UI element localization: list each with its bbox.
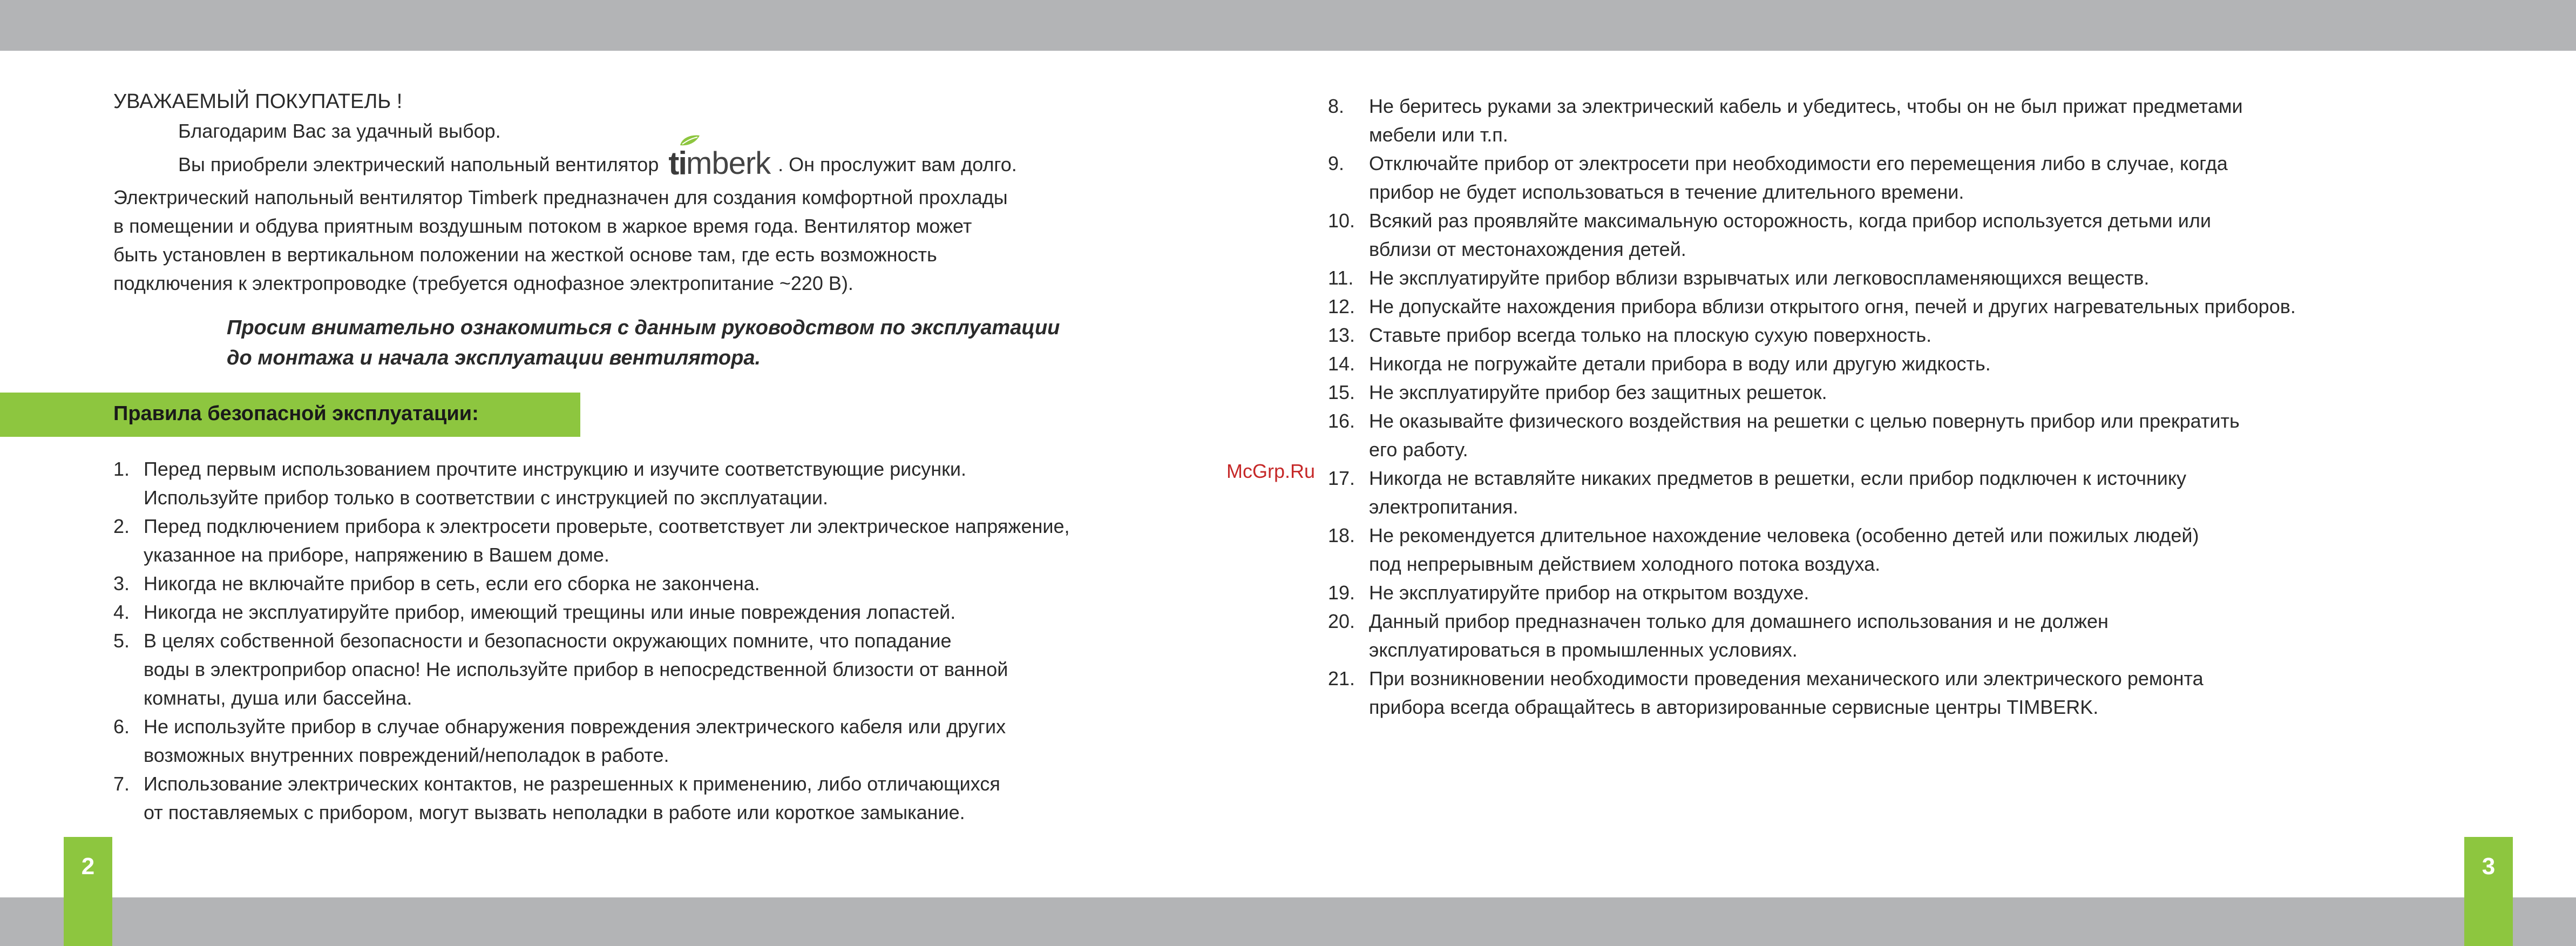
- rules-list-left: [113, 455, 1290, 827]
- rule-text-line: Никогда не вставляйте никаких предметов в решетки, если прибор подключен к источнику: [1369, 467, 2187, 489]
- rule-text: [1369, 464, 2559, 521]
- rule-item: [1328, 349, 2559, 378]
- rule-text-line: Никогда не включайте прибор в сеть, если его сборка не закончена.: [144, 572, 760, 594]
- rule-text-line: Не рекомендуется длительное нахождение человека (особенно детей или пожилых людей): [1369, 524, 2199, 546]
- rules-list-right: [1328, 92, 2559, 721]
- rule-text-line: под непрерывным действием холодного потока воздуха.: [1369, 553, 1881, 575]
- safety-rules-title: Правила безопасной эксплуатации:: [113, 402, 479, 425]
- rule-text-line: Использование электрических контактов, не разрешенных к применению, либо отличающихся: [144, 773, 1000, 795]
- intro-line: подключения к электропроводке (требуется однофазное электропитание ~220 В).: [113, 272, 853, 294]
- rule-text-line: Не беритесь руками за электрический кабель и убедитесь, чтобы он не был прижат предметами: [1369, 95, 2243, 117]
- rule-number: 18.: [1328, 524, 1355, 546]
- rule-text: [1369, 92, 2559, 149]
- rule-text: [1369, 292, 2559, 321]
- rule-item: [113, 512, 1290, 569]
- rule-text: [1369, 206, 2559, 263]
- rule-item: [1328, 607, 2559, 664]
- rule-text: [1369, 607, 2559, 664]
- rule-text-line: Используйте прибор только в соответствии с инструкцией по эксплуатации.: [144, 486, 828, 509]
- rule-text-line: Перед первым использованием прочтите инструкцию и изучите соответствующие рисунки.: [144, 458, 966, 480]
- rule-text-line: мебели или т.п.: [1369, 124, 1508, 146]
- rule-text: [1369, 407, 2559, 464]
- page-number-left: 2: [64, 837, 112, 946]
- rule-text: [144, 569, 1290, 598]
- rule-number: 8.: [1328, 95, 1345, 117]
- intro-heading: УВАЖАЕМЫЙ ПОКУПАТЕЛЬ !: [113, 90, 403, 113]
- rule-number: 13.: [1328, 324, 1355, 346]
- rule-text-line: указанное на приборе, напряжению в Вашем доме.: [144, 544, 609, 566]
- bought-after: . Он прослужит вам долго.: [778, 153, 1017, 175]
- rule-number: 21.: [1328, 667, 1355, 690]
- intro-line: быть установлен в вертикальном положении на жесткой основе там, где есть возможность: [113, 244, 937, 266]
- rule-text: [1369, 664, 2559, 721]
- rule-text: [1369, 263, 2559, 292]
- rule-text-line: Не эксплуатируйте прибор без защитных решеток.: [1369, 381, 1827, 403]
- rule-item: [1328, 263, 2559, 292]
- manual-note-line: Просим внимательно ознакомиться с данным руководством по эксплуатации: [227, 316, 1060, 339]
- rule-text-line: Не оказывайте физического воздействия на решетки с целью повернуть прибор или прекратить: [1369, 410, 2240, 432]
- timberk-logo: [668, 142, 770, 180]
- rule-text-line: эксплуатироваться в промышленных условиях.: [1369, 639, 1798, 661]
- rule-number: 7.: [113, 773, 130, 795]
- manual-note-line: до монтажа и начала эксплуатации вентилятора.: [227, 347, 761, 369]
- rule-text: [1369, 578, 2559, 607]
- leaf-icon: [678, 133, 702, 147]
- rule-text-line: Не допускайте нахождения прибора вблизи открытого огня, печей и других нагревательных приборов.: [1369, 295, 2296, 317]
- bottom-gray-band: [0, 897, 2576, 946]
- rule-text-line: Данный прибор предназначен только для домашнего использования и не должен: [1369, 610, 2109, 632]
- top-gray-band: [0, 0, 2576, 51]
- intro-line: Электрический напольный вентилятор Timberk предназначен для создания комфортной прохлады: [113, 186, 1008, 208]
- rule-text-line: Не используйте прибор в случае обнаружения повреждения электрического кабеля или других: [144, 715, 1006, 738]
- rule-item: [113, 455, 1290, 512]
- rule-text-line: прибор не будет использоваться в течение длительного времени.: [1369, 181, 1964, 203]
- intro-line: в помещении и обдува приятным воздушным потоком в жаркое время года. Вентилятор может: [113, 215, 972, 237]
- rule-text-line: от поставляемых с прибором, могут вызвать неполадки в работе или короткое замыкание.: [144, 801, 965, 823]
- rule-item: [1328, 407, 2559, 464]
- rule-item: [1328, 292, 2559, 321]
- rule-number: 10.: [1328, 210, 1355, 232]
- rule-item: [113, 626, 1290, 712]
- rule-item: [1328, 521, 2559, 578]
- rule-number: 19.: [1328, 582, 1355, 604]
- rule-text: [144, 712, 1290, 769]
- rule-text-line: Перед подключением прибора к электросети проверьте, соответствует ли электрическое напряжение,: [144, 515, 1070, 537]
- rule-item: [1328, 321, 2559, 349]
- rule-text-line: В целях собственной безопасности и безопасности окружающих помните, что попадание: [144, 630, 952, 652]
- rule-item: [1328, 92, 2559, 149]
- rule-item: [113, 712, 1290, 769]
- rule-number: 16.: [1328, 410, 1355, 432]
- rule-text: [144, 626, 1290, 712]
- rule-item: [1328, 578, 2559, 607]
- rule-item: [1328, 206, 2559, 263]
- page-number-right: 3: [2464, 837, 2513, 946]
- rule-text-line: При возникновении необходимости проведения механического или электрического ремонта: [1369, 667, 2204, 690]
- rule-number: 5.: [113, 630, 130, 652]
- rule-item: [1328, 378, 2559, 407]
- rule-item: [1328, 149, 2559, 206]
- rule-number: 4.: [113, 601, 130, 623]
- rule-item: [1328, 464, 2559, 521]
- rule-text: [144, 598, 1290, 626]
- rule-text: [144, 512, 1290, 569]
- rule-text-line: Не эксплуатируйте прибор вблизи взрывчатых или легковоспламеняющихся веществ.: [1369, 267, 2150, 289]
- watermark: McGrp.Ru: [1226, 460, 1316, 482]
- intro-bought-line: [113, 145, 1290, 183]
- rule-text: [1369, 378, 2559, 407]
- rule-number: 15.: [1328, 381, 1355, 403]
- manual-note: [113, 313, 1290, 373]
- rule-item: [1328, 664, 2559, 721]
- rule-number: 1.: [113, 458, 130, 480]
- intro-section: [113, 86, 1290, 373]
- bought-before: Вы приобрели электрический напольный вентилятор: [178, 153, 659, 175]
- rule-item: [113, 569, 1290, 598]
- logo-text-ti: ti: [668, 145, 687, 181]
- rule-text-line: возможных внутренних повреждений/неполадок в работе.: [144, 744, 669, 766]
- rule-text-line: воды в электроприбор опасно! Не используйте прибор в непосредственной близости от ванной: [144, 658, 1008, 680]
- rule-text: [1369, 521, 2559, 578]
- intro-thanks: Благодарим Вас за удачный выбор.: [178, 120, 501, 142]
- rule-text-line: Ставьте прибор всегда только на плоскую сухую поверхность.: [1369, 324, 1932, 346]
- rule-number: 14.: [1328, 353, 1355, 375]
- rule-text-line: Не эксплуатируйте прибор на открытом воздухе.: [1369, 582, 1809, 604]
- rule-text-line: его работу.: [1369, 438, 1468, 461]
- rule-item: [113, 769, 1290, 827]
- rule-number: 12.: [1328, 295, 1355, 317]
- rule-item: [113, 598, 1290, 626]
- rule-number: 17.: [1328, 467, 1355, 489]
- rule-text-line: Никогда не эксплуатируйте прибор, имеющий трещины или иные повреждения лопастей.: [144, 601, 956, 623]
- rule-number: 20.: [1328, 610, 1355, 632]
- rule-text: [1369, 349, 2559, 378]
- rule-text-line: комнаты, душа или бассейна.: [144, 687, 412, 709]
- rule-number: 9.: [1328, 152, 1345, 174]
- rule-text-line: электропитания.: [1369, 496, 1519, 518]
- rule-number: 3.: [113, 572, 130, 594]
- rule-text: [144, 769, 1290, 827]
- rule-text: [1369, 321, 2559, 349]
- logo-text-mberk: mberk: [686, 146, 771, 181]
- rule-text-line: вблизи от местонахождения детей.: [1369, 238, 1686, 260]
- rule-text: [144, 455, 1290, 512]
- rule-number: 6.: [113, 715, 130, 738]
- rule-text-line: Никогда не погружайте детали прибора в воду или другую жидкость.: [1369, 353, 1991, 375]
- rule-number: 2.: [113, 515, 130, 537]
- rule-text-line: Всякий раз проявляйте максимальную осторожность, когда прибор используется детьми или: [1369, 210, 2211, 232]
- rule-number: 11.: [1328, 267, 1354, 289]
- rule-text: [1369, 149, 2559, 206]
- rule-text-line: прибора всегда обращайтесь в авторизированные сервисные центры TIMBERK.: [1369, 696, 2099, 718]
- rule-text-line: Отключайте прибор от электросети при необходимости его перемещения либо в случае, когда: [1369, 152, 2228, 174]
- safety-rules-header: [0, 393, 580, 437]
